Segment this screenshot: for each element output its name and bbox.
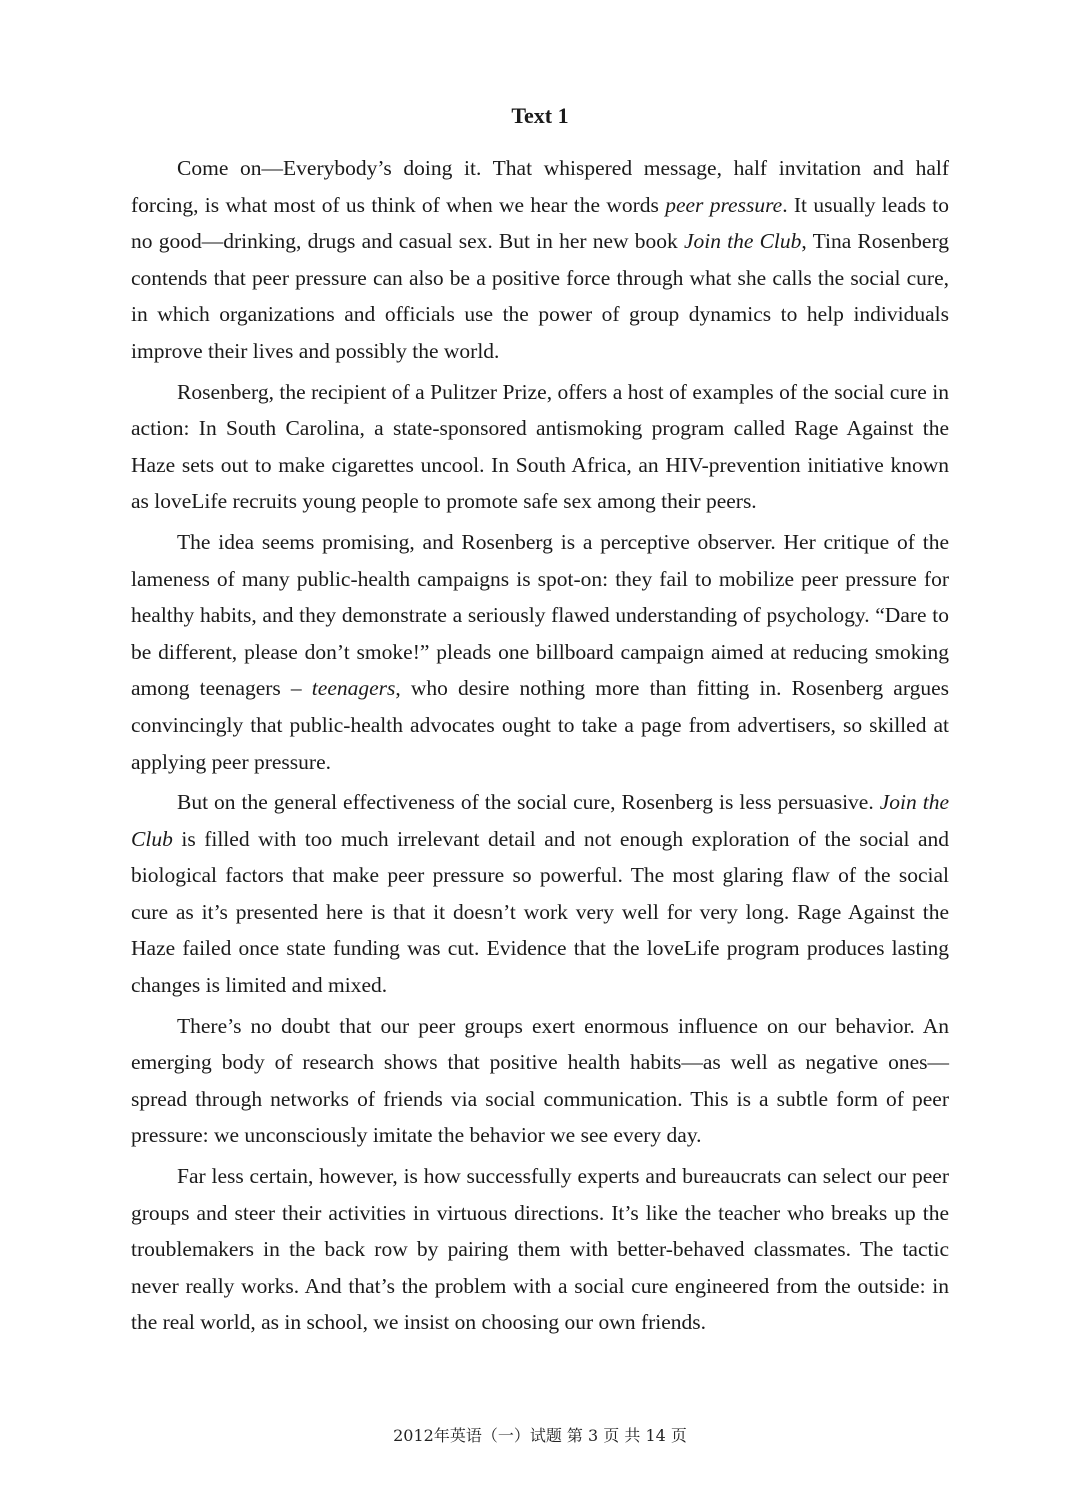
paragraph [131, 784, 949, 1004]
italic-phrase: teenagers [311, 676, 396, 701]
paragraph [131, 150, 949, 370]
paragraph [131, 374, 949, 520]
text-segment: Rosenberg, the recipient of a Pulitzer Prize, offers a host of examples of the social cure in action: In South Carolina, a state-sponsored antismoking program called Rage Against the Haze sets out to make cigarettes uncool. In South Africa, an HIV-prevention initiative known as loveLife recruits young people to promote safe sex among their peers. [131, 379, 949, 514]
paragraph [131, 1158, 949, 1341]
passage-body [131, 150, 949, 1345]
italic-phrase: Join the Club [131, 790, 949, 851]
text-segment: is filled with too much irrelevant detail and not enough exploration of the social and biological factors that make peer pressure so powerful. The most glaring flaw of the social cure as it’s presented here is that it doesn’t work very well for very long. Rage Against the Haze failed once state funding was cut. Evidence that the loveLife program produces lasting changes is limited and mixed. [131, 826, 949, 998]
text-segment: , Tina Rosenberg contends that peer pressure can also be a positive force through what she calls the social cure, in which organizations and officials use the power of group dynamics to help individuals improve their lives and possibly the world. [131, 229, 949, 363]
text-segment: But on the general effectiveness of the social cure, Rosenberg is less persuasive. [177, 790, 880, 815]
text-segment: . It usually leads to no good—drinking, drugs and casual sex. But in her new book [131, 192, 949, 254]
text-segment: There’s no doubt that our peer groups exert enormous influence on our behavior. An emerging body of research shows that positive health habits—as well as negative ones—spread through networks of friends via social communication. This is a subtle form of peer pressure: we unconsciously imitate the behavior we see every day. [131, 1013, 949, 1148]
italic-phrase: Join the Club [683, 229, 802, 254]
text-segment: Far less certain, however, is how successfully experts and bureaucrats can select our peer groups and steer their activities in virtuous directions. It’s like the teacher who breaks up the troublemakers in the back row by pairing them with better-behaved classmates. The tactic never really works. And that’s the problem with a social cure engineered from the outside: in the real world, as in school, we insist on choosing our own friends. [131, 1164, 949, 1335]
text-segment: , who desire nothing more than fitting in. Rosenberg argues convincingly that public-health advocates ought to take a page from advertisers, so skilled at applying peer pressure. [131, 676, 949, 774]
paragraph [131, 1008, 949, 1154]
paragraph [131, 524, 949, 780]
text-segment: The idea seems promising, and Rosenberg is a perceptive observer. Her critique of the lameness of many public-health campaigns is spot-on: they fail to mobilize peer pressure for healthy habits, and they demonstrate a seriously flawed understanding of psychology. “Dare to be different, please don’t smoke!” pleads one billboard campaign aimed at reducing smoking among teenagers – [131, 529, 949, 701]
text-segment: Come on—Everybody’s doing it. That whispered message, half invitation and half forcing, is what most of us think of when we hear the words [131, 156, 949, 217]
page-footer: 2012年英语（一）试题 第 3 页 共 14 页 [393, 1426, 687, 1445]
text-title: Text 1 [511, 103, 569, 128]
italic-phrase: peer pressure [665, 192, 783, 217]
